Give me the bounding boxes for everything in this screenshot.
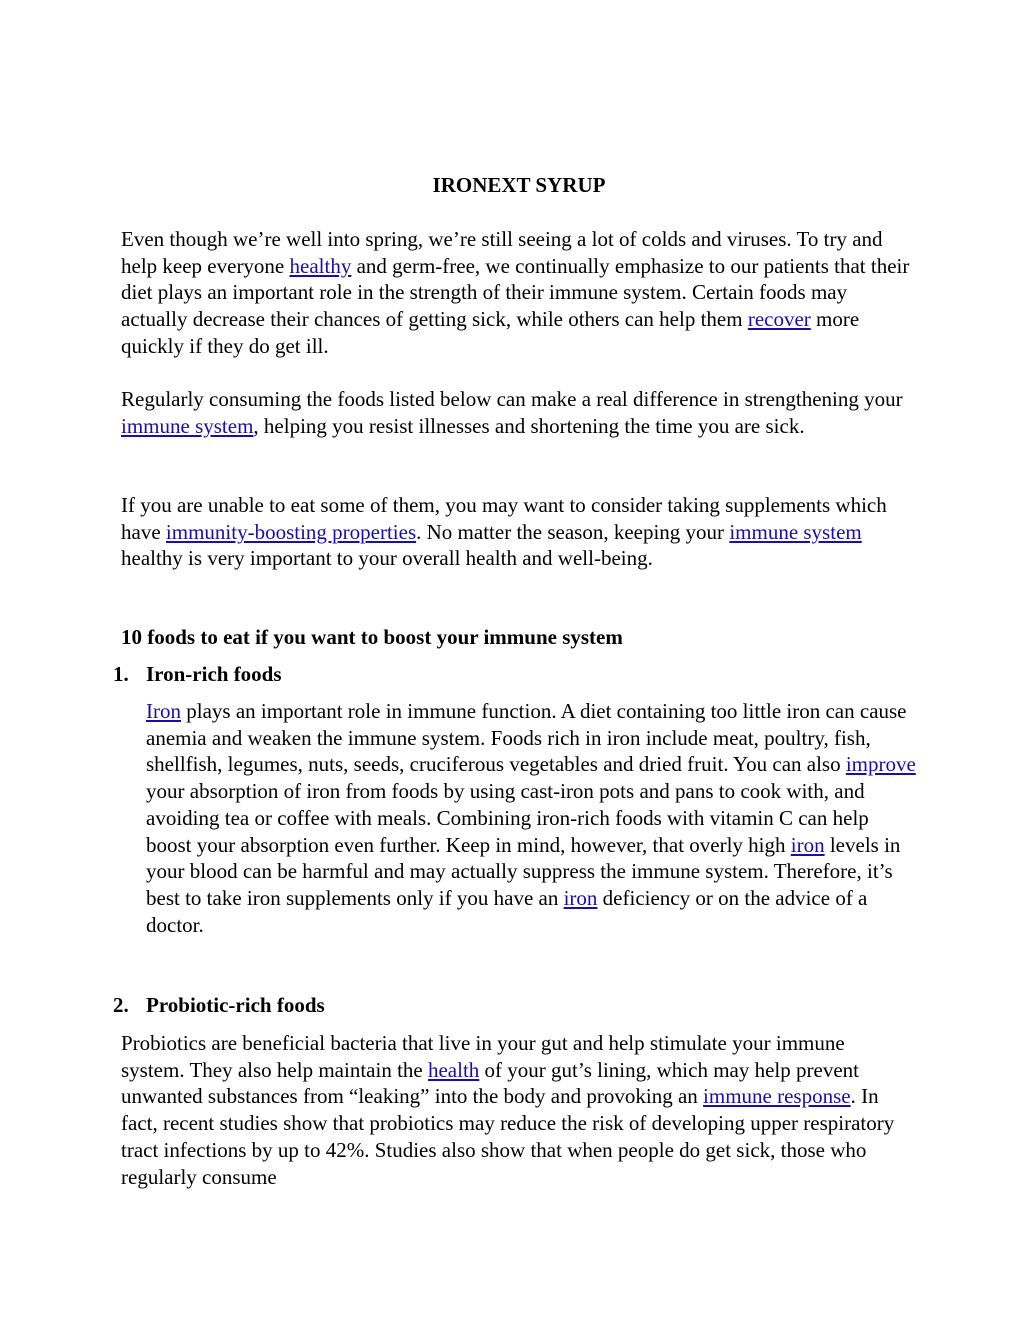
link-iron[interactable]: Iron bbox=[146, 699, 181, 723]
link-improve[interactable]: improve bbox=[845, 752, 916, 777]
text-run: and germ-free, we continually emphasize to our patients that their diet plays an important role in the strength of their immune system. Certain foods may actually decrease their chances of getting sick, while others can help them bbox=[121, 253, 910, 332]
link-immunity-boosting-properties[interactable]: immunity-boosting properties bbox=[165, 519, 417, 544]
probiotics-paragraph bbox=[121, 1030, 911, 1190]
link-immune-system[interactable]: immune system bbox=[121, 413, 254, 438]
text-run: . In fact, recent studies show that probiotics may reduce the risk of developing upper respiratory tract infections by up to 42%. Studies also show that when people do get sick, those who regularly consume bbox=[121, 1084, 895, 1189]
text-run: levels in your blood can be harmful and may actually suppress the immune system. Therefore, it’s best to take iron supplements only if you have an bbox=[146, 832, 901, 910]
text-run: If you are unable to eat some of them, you may want to consider taking supplements which have bbox=[121, 493, 887, 544]
list-item-2-heading bbox=[113, 992, 325, 1019]
text-run: . No matter the season, keeping your bbox=[416, 519, 730, 544]
section-heading: 10 foods to eat if you want to boost your immune system bbox=[121, 625, 623, 649]
list-item-title: Iron-rich foods bbox=[146, 662, 282, 686]
supplements-paragraph bbox=[121, 492, 911, 572]
link-iron-2[interactable]: iron bbox=[790, 832, 825, 857]
iron-paragraph bbox=[146, 698, 916, 938]
text-run: of your gut’s lining, which may help prevent unwanted substances from “leaking” into the body and provoking an bbox=[121, 1057, 859, 1109]
link-healthy[interactable]: healthy bbox=[289, 253, 352, 278]
text-run: your absorption of iron from foods by using cast-iron pots and pans to cook with, and avoiding tea or coffee with meals. Combining iron-rich foods with vitamin C can help boost your absorption even further. Keep in mind, however, that overly high bbox=[146, 779, 869, 857]
text-run: plays an important role in immune function. A diet containing too little iron can cause anemia and weaken the immune system. Foods rich in iron include meat, poultry, fish, shellfish, legumes, nuts, seeds, cruciferous vegetables and dried fruit. You can also bbox=[146, 699, 907, 777]
link-immune-system-2[interactable]: immune system bbox=[729, 519, 862, 544]
text-run: deficiency or on the advice of a doctor. bbox=[146, 885, 868, 937]
text-run: more quickly if they do get ill. bbox=[121, 307, 860, 358]
text-run: Regularly consuming the foods listed below can make a real difference in strengthening your bbox=[121, 387, 903, 411]
text-run: Even though we’re well into spring, we’re still seeing a lot of colds and viruses. To try and help keep everyone bbox=[121, 227, 883, 278]
list-number: 1. bbox=[113, 662, 129, 686]
text-run: healthy is very important to your overall health and well-being. bbox=[121, 546, 653, 571]
link-recover[interactable]: recover bbox=[747, 307, 811, 332]
text-run: , helping you resist illnesses and shortening the time you are sick. bbox=[253, 413, 805, 438]
link-health[interactable]: health bbox=[427, 1057, 480, 1082]
intro-paragraph bbox=[121, 226, 911, 360]
page-title: IRONEXT SYRUP bbox=[432, 173, 606, 197]
link-iron-3[interactable]: iron bbox=[563, 885, 598, 910]
link-immune-response[interactable]: immune response bbox=[703, 1084, 851, 1109]
list-item-1-heading bbox=[113, 661, 282, 688]
text-run: Probiotics are beneficial bacteria that live in your gut and help stimulate your immune system. They also help maintain the bbox=[121, 1031, 845, 1082]
list-item-title: Probiotic-rich foods bbox=[146, 993, 325, 1017]
list-number: 2. bbox=[113, 993, 129, 1017]
foods-paragraph bbox=[121, 386, 911, 439]
